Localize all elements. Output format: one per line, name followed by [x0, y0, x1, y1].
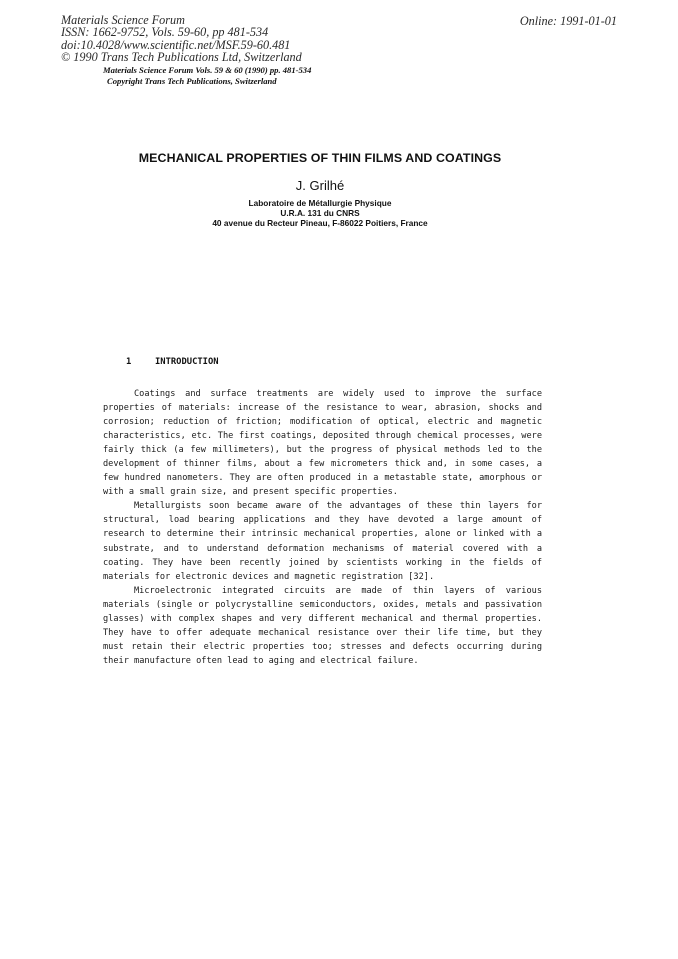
- stamp-line-volume: Materials Science Forum Vols. 59 & 60 (1990) pp. 481-534: [103, 65, 312, 75]
- journal-name: Materials Science Forum: [61, 13, 185, 27]
- author-affiliation: [0, 198, 640, 228]
- paper-title: MECHANICAL PROPERTIES OF THIN FILMS AND COATINGS: [138, 151, 502, 165]
- paragraph: Metallurgists soon became aware of the advantages of these thin layers for structural, load bearing applications and they have devoted a large amount of research to determine their intrinsic mechanical properties, alone or linked with a substrate, and to understand deformation mechanisms of material covered with a coating. They have been recently joined by scientists working in the fields of materials for electronic devices and magnetic registration [32].: [103, 501, 542, 582]
- stamp-line-copyright: Copyright Trans Tech Publications, Switzerland: [107, 76, 277, 86]
- doi-link[interactable]: doi:10.4028/www.scientific.net/MSF.59-60.481: [61, 37, 291, 52]
- online-date: Online: 1991-01-01: [519, 14, 617, 28]
- section-heading: [126, 357, 219, 367]
- body-text: [103, 387, 542, 668]
- section-title: INTRODUCTION: [155, 357, 219, 367]
- affiliation-unit: U.R.A. 131 du CNRS: [280, 208, 360, 218]
- affiliation-address: 40 avenue du Recteur Pineau, F-86022 Poitiers, France: [212, 218, 428, 228]
- paragraph: Coatings and surface treatments are widely used to improve the surface properties of materials: increase of the resistance to wear, abrasion, shocks and corrosion; reduction of friction; modification of optical, electric and magnetic characteristics, etc. The first coatings, deposited through chemical processes, were fairly thick (a few millimeters), but the progress of physical methods led to the development of thinner films, about a few micrometers thick and, in some cases, a few hundred nanometers. They are often produced in a metastable state, amorphous or with a small grain size, and present specific properties.: [103, 389, 542, 498]
- copyright-stamp: [103, 65, 311, 87]
- affiliation-lab: Laboratoire de Métallurgie Physique: [248, 198, 392, 208]
- section-number: 1: [126, 357, 132, 367]
- issn-line: ISSN: 1662-9752, Vols. 59-60, pp 481-534: [61, 25, 269, 40]
- publication-metadata: [61, 14, 302, 63]
- copyright-line: © 1990 Trans Tech Publications Ltd, Switzerland: [61, 49, 302, 64]
- paper-author: J. Grilhé: [295, 178, 345, 193]
- paragraph: Microelectronic integrated circuits are made of thin layers of various materials (single or polycrystalline semiconductors, oxides, metals and passivation glasses) with complex shapes and very different mechanical and thermal properties. They have to offer adequate mechanical resistance over their life time, but they must retain their electric properties too; stresses and defects occurring during their manufacture often lead to aging and electrical failure.: [103, 585, 542, 666]
